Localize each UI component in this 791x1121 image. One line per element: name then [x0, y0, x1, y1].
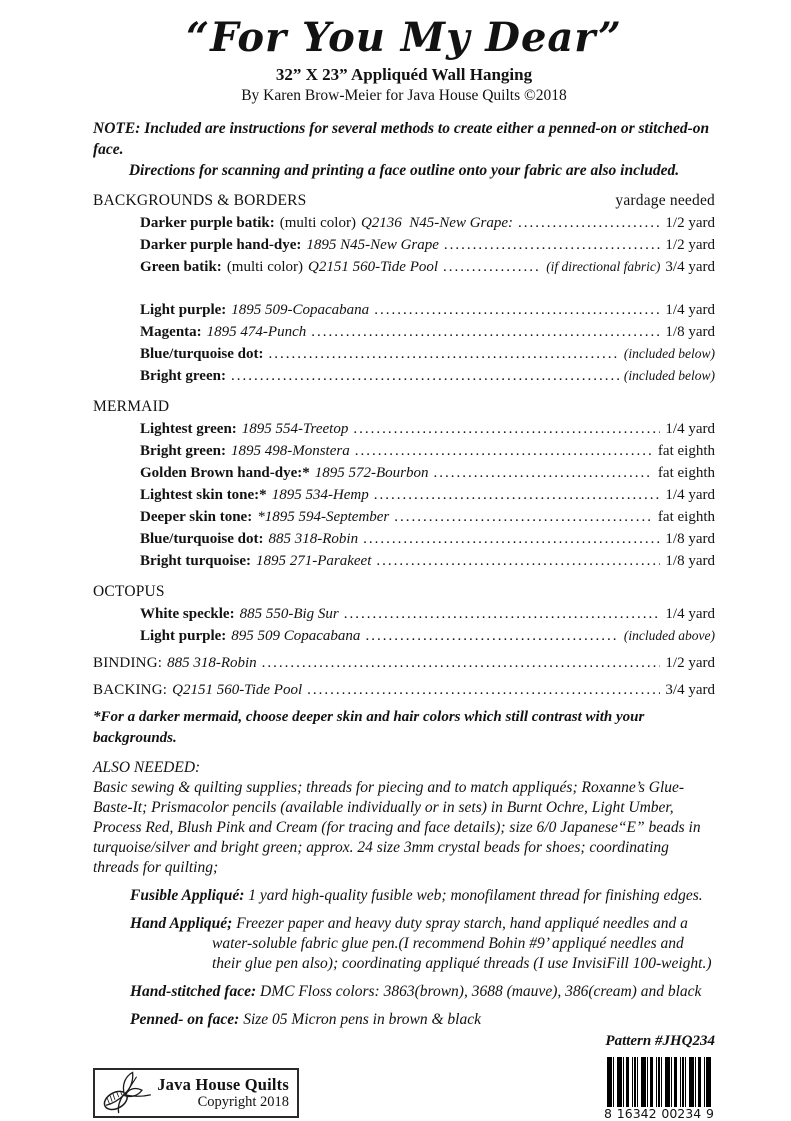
fabric-label: Lightest green:	[140, 421, 237, 437]
yardage-amount: 1/8 yard	[665, 553, 715, 569]
fabric-code: 885 550-Big Sur	[239, 606, 339, 622]
fabric-row	[93, 462, 715, 484]
barcode-digits	[603, 1107, 715, 1121]
binding-label: BINDING:	[93, 655, 163, 671]
fabric-label: Light purple:	[140, 302, 227, 318]
section-heading	[93, 396, 715, 418]
fabric-row	[93, 321, 715, 343]
fabric-code: Q2136 N45-New Grape:	[360, 215, 514, 231]
backing-code: Q2151 560-Tide Pool	[172, 682, 303, 698]
fabric-code: 895 509 Copacabana	[231, 628, 361, 644]
leader-dots	[311, 321, 660, 343]
also-needed-section	[93, 757, 715, 1030]
also-needed-paragraph: Basic sewing & quilting supplies; threads for piecing and to match appliqués; Roxanne’s Glue-Baste-It; Prismacolor pencils (available individually or in sets) in Burnt Ochre, Light Umber, Process Red, Blush Pink and Cream (for tracing and face details); size 6/0 Japanese“E” beads in turquoise/silver and bright green; approx. 24 size 3mm crystal beads for shoes; coordinating threads for quilting;	[93, 779, 701, 876]
backing-row	[93, 679, 715, 701]
fabric-code: 1895 271-Parakeet	[255, 553, 372, 569]
section-heading-label: MERMAID	[93, 398, 170, 415]
leader-dots	[355, 440, 653, 462]
also-item-label: Hand Appliqué;	[130, 915, 233, 932]
fabric-code: 1895 N45-New Grape	[306, 237, 439, 253]
leader-dots	[353, 418, 660, 440]
fabric-row	[93, 528, 715, 550]
fabric-code: 1895 572-Bourbon	[314, 465, 429, 481]
fabric-label: Blue/turquoise dot:	[140, 531, 264, 547]
fabric-code: 1895 498-Monstera	[230, 443, 350, 459]
also-needed-item: Hand Appliqué; Freezer paper and heavy duty spray starch, hand appliqué needles and a water-soluble fabric glue pen.(I recommend Bohin #9’ appliqué needles and their glue pen also); coordinating appliqué threads (I use InvisiFill 100-weight.)	[130, 915, 712, 972]
section-heading	[93, 190, 715, 212]
yardage-amount: 1/2 yard	[665, 215, 715, 231]
leader-dots	[518, 212, 660, 234]
fabric-row	[93, 299, 715, 321]
yardage-amount: fat eighth	[657, 465, 715, 481]
yardage-amount: 1/8 yard	[665, 531, 715, 547]
also-needed-item: Penned- on face: Size 05 Micron pens in brown & black	[130, 1011, 482, 1028]
fabric-row	[93, 440, 715, 462]
fabric-row	[93, 234, 715, 256]
fabric-label: Bright turquoise:	[140, 553, 251, 569]
page-title: “For You My Dear”	[186, 14, 622, 61]
fabric-sections	[93, 190, 715, 647]
binding-code: 885 318-Robin	[167, 655, 257, 671]
also-needed-item: Hand-stitched face: DMC Floss colors: 3863(brown), 3688 (mauve), 386(cream) and black	[130, 983, 702, 1000]
backing-label: BACKING:	[93, 682, 168, 698]
yardage-amount: fat eighth	[657, 443, 715, 459]
also-item-label: Fusible Appliqué:	[130, 887, 245, 904]
page-footer	[93, 1054, 715, 1121]
fabric-code: Q2151 560-Tide Pool	[308, 259, 439, 275]
leader-dots	[394, 506, 653, 528]
fabric-label: Light purple:	[140, 628, 227, 644]
fabric-label: Darker purple hand-dye:	[140, 237, 302, 253]
publisher-copyright: Copyright 2018	[197, 1094, 289, 1110]
publisher-logo-text	[155, 1075, 289, 1111]
leader-dots	[374, 484, 661, 506]
leader-dots	[344, 603, 661, 625]
leader-dots	[231, 365, 619, 387]
fabric-code: 1895 534-Hemp	[271, 487, 369, 503]
also-needed-heading: ALSO NEEDED:	[93, 759, 201, 776]
yardage-amount: fat eighth	[657, 509, 715, 525]
section-heading-label: BACKGROUNDS & BORDERS	[93, 192, 307, 209]
section-gap	[93, 278, 715, 299]
fabric-code: 1895 474-Punch	[206, 324, 307, 340]
also-item-label: Penned- on face:	[130, 1011, 240, 1028]
fabric-row	[93, 212, 715, 234]
also-needed-item: Fusible Appliqué: 1 yard high-quality fusible web; monofilament thread for finishing edges.	[130, 887, 703, 904]
yardage-amount: 1/8 yard	[665, 324, 715, 340]
binding-amount: 1/2 yard	[665, 655, 715, 671]
publisher-logo	[93, 1068, 299, 1118]
barcode-digit-group: 8	[604, 1106, 612, 1121]
fabric-label: Lightest skin tone:*	[140, 487, 267, 503]
yardage-note: (included below)	[623, 368, 715, 383]
yardage-amount: 1/4 yard	[665, 421, 715, 437]
fabric-colorway: (multi color)	[226, 259, 304, 275]
page-subtitle: 32” X 23” Appliquéd Wall Hanging	[275, 65, 533, 84]
yardage-needed-label: yardage needed	[615, 192, 715, 209]
leader-dots	[434, 462, 653, 484]
fabric-code: 885 318-Robin	[268, 531, 359, 547]
note-line-2: Directions for scanning and printing a face outline onto your fabric are also included.	[128, 162, 680, 179]
fabric-code: *1895 594-September	[257, 509, 390, 525]
leader-dots	[307, 679, 660, 701]
yardage-amount: 1/4 yard	[665, 487, 715, 503]
fabric-label: Green batik:	[140, 259, 222, 275]
section-heading	[93, 581, 715, 603]
section-heading-label: OCTOPUS	[93, 583, 165, 600]
byline: By Karen Brow-Meier for Java House Quilts ©2018	[241, 87, 567, 104]
fabric-label: Bright green:	[140, 443, 226, 459]
mermaid-footnote: *For a darker mermaid, choose deeper skin and hair colors which still contrast with your backgrounds.	[93, 709, 645, 746]
leader-dots	[374, 299, 660, 321]
yardage-amount: 1/4 yard	[665, 302, 715, 318]
fabric-code: 1895 509-Copacabana	[231, 302, 370, 318]
leader-dots	[444, 234, 661, 256]
note-line-1: NOTE: Included are instructions for several methods to create either a penned-on or stitched-on face.	[93, 120, 710, 158]
leader-dots	[363, 528, 660, 550]
yardage-amount: 1/4 yard	[665, 606, 715, 622]
pattern-number: Pattern #JHQ234	[605, 1033, 715, 1049]
fabric-code: 1895 554-Treetop	[241, 421, 349, 437]
binding-row	[93, 652, 715, 674]
barcode-bars	[607, 1057, 711, 1107]
yardage-amount: 3/4 yard	[665, 259, 715, 275]
leader-dots	[376, 550, 660, 572]
also-item-label: Hand-stitched face:	[130, 983, 257, 1000]
barcode-digit-group: 9	[706, 1106, 714, 1121]
leader-dots	[262, 652, 661, 674]
also-needed-items	[93, 886, 715, 1030]
yardage-note: (included above)	[623, 628, 715, 643]
fabric-row	[93, 625, 715, 647]
fabric-row	[93, 343, 715, 365]
barcode	[603, 1054, 715, 1121]
barcode-digit-group: 00234	[661, 1106, 702, 1121]
fabric-row	[93, 484, 715, 506]
fabric-row	[93, 550, 715, 572]
fabric-row	[93, 365, 715, 387]
fabric-label: Darker purple batik:	[140, 215, 275, 231]
fabric-label: Magenta:	[140, 324, 202, 340]
fabric-row	[93, 603, 715, 625]
fabric-label: White speckle:	[140, 606, 235, 622]
backing-amount: 3/4 yard	[665, 682, 715, 698]
leader-dots	[365, 625, 618, 647]
fabric-row	[93, 256, 715, 278]
barcode-digit-group: 16342	[616, 1106, 657, 1121]
yardage-note: (included below)	[623, 346, 715, 361]
page-header	[93, 16, 715, 105]
publisher-name: Java House Quilts	[157, 1075, 289, 1094]
leader-dots	[443, 256, 541, 278]
fabric-row	[93, 418, 715, 440]
fabric-label: Golden Brown hand-dye:*	[140, 465, 310, 481]
yardage-amount: 1/2 yard	[665, 237, 715, 253]
fabric-label: Bright green:	[140, 368, 226, 384]
fabric-row	[93, 506, 715, 528]
fabric-label: Deeper skin tone:	[140, 509, 253, 525]
yardage-note: (if directional fabric)	[546, 259, 661, 274]
coffee-bean-icon	[99, 1069, 155, 1117]
note-block	[93, 118, 715, 181]
leader-dots	[269, 343, 619, 365]
fabric-colorway: (multi color)	[279, 215, 356, 231]
fabric-label: Blue/turquoise dot:	[140, 346, 264, 362]
